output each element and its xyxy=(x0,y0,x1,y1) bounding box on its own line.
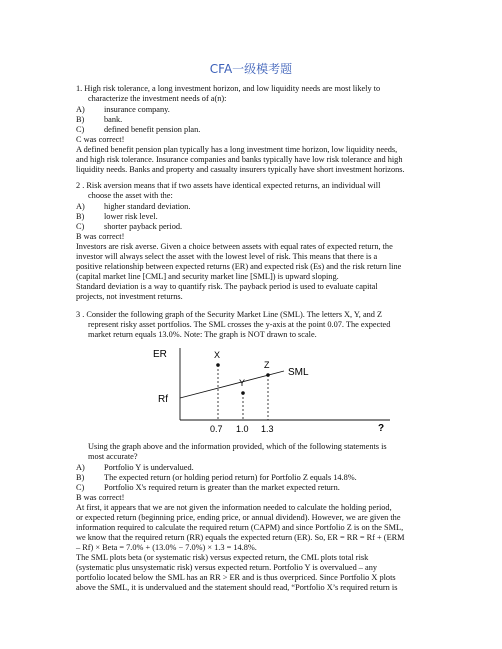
q2-option-b-letter: B) xyxy=(76,212,85,221)
q2-explanation-line: projects, not investment returns. xyxy=(76,292,183,301)
q1-explanation-line: liquidity needs. Banks and property and casualty insurers typically have short investment horizons. xyxy=(76,165,405,174)
q2-option-b-text: lower risk level. xyxy=(104,212,158,221)
q3-explanation-line: (systematic plus unsystematic risk) versus expected return. Portfolio Y is overvalued – any xyxy=(76,563,377,572)
q3-option-a-letter: A) xyxy=(76,463,85,472)
q3-stem-line-2: represent risky asset portfolios. The SML crosses the y-axis at the point 0.07. The expected xyxy=(88,320,391,329)
q3-stem-line-1: 3 . Consider the following graph of the Security Market Line (SML). The letters X, Y, and Z xyxy=(76,310,383,319)
q2-explanation-line: Investors are risk averse. Given a choice between assets with equal rates of expected return, the xyxy=(76,242,393,251)
q2-explanation-line: positive relationship between expected returns (ER) and expected risk (Es) and the risk return line xyxy=(76,262,402,271)
q1-option-c-text: defined benefit pension plan. xyxy=(104,125,201,134)
x-tick-0-7: 0.7 xyxy=(210,424,223,434)
q2-result: B was correct! xyxy=(76,232,125,241)
q3-explanation-line: above the SML, it is undervalued and the statement should read, “Portfolio X’s required return is xyxy=(76,583,398,592)
q2-stem-line-2: choose the asset with the: xyxy=(88,191,173,200)
q2-explanation-line: Standard deviation is a way to quantify risk. The payback period is used to evaluate capital xyxy=(76,282,378,291)
q3-option-b-text: The expected return (or holding period return) for Portfolio Z equals 14.8%. xyxy=(104,473,357,482)
q3-explanation-line: portfolio located below the SML has an RR > ER and is thus overpriced. Since Portfolio X plots xyxy=(76,573,396,582)
q1-explanation-line: A defined benefit pension plan typically has a long investment time horizon, low liquidity needs, xyxy=(76,145,398,154)
q2-option-a-text: higher standard deviation. xyxy=(104,202,191,211)
q2-option-c-letter: C) xyxy=(76,222,85,231)
point-y xyxy=(241,391,245,395)
q3-question-line-2: most accurate? xyxy=(88,452,138,461)
q2-option-a-letter: A) xyxy=(76,202,85,211)
q1-stem-line-1: 1. High risk tolerance, a long investment horizon, and low liquidity needs are most likely to xyxy=(76,84,381,93)
point-x xyxy=(216,363,220,367)
q1-explanation-line: and high risk tolerance. Insurance companies and banks typically have low risk tolerance and high xyxy=(76,155,403,164)
q3-explanation-line: The SML plots beta (or systematic risk) versus expected return, the CML plots total risk xyxy=(76,553,369,562)
q3-explanation-line: we know that the required return (RR) equals the expected return (ER). So, ER = RR = Rf + (ERM xyxy=(76,533,405,542)
q2-option-c-text: shorter payback period. xyxy=(104,222,183,231)
sml-label: SML xyxy=(288,367,309,378)
q3-option-c-letter: C) xyxy=(76,483,85,492)
x-axis-label: ? xyxy=(378,423,385,434)
page-title: CFA一级模考题 xyxy=(209,62,293,76)
point-z-label: Z xyxy=(264,360,270,370)
sml-graph xyxy=(150,340,410,436)
q1-option-a-text: insurance company. xyxy=(104,105,170,114)
q3-explanation-line: or expected return (beginning price, ending price, or annual dividend). However, we are given the xyxy=(76,513,401,522)
q3-result: B was correct! xyxy=(76,493,125,502)
x-tick-1-0: 1.0 xyxy=(236,424,249,434)
q3-option-b-letter: B) xyxy=(76,473,85,482)
point-y-label: Y xyxy=(239,378,246,388)
q3-stem-line-3: market return equals 13.0%. Note: The graph is NOT drawn to scale. xyxy=(88,330,317,339)
q1-stem-line-2: characterize the investment needs of a(n): xyxy=(88,94,227,103)
rf-label: Rf xyxy=(158,394,168,405)
y-axis-label: ER xyxy=(153,349,167,360)
q1-option-a-letter: A) xyxy=(76,105,85,114)
q2-stem-line-1: 2 . Risk aversion means that if two assets have identical expected returns, an individual will xyxy=(76,181,381,190)
q3-option-c-text: Portfolio X's required return is greater than the market expected return. xyxy=(104,483,340,492)
point-z xyxy=(266,373,270,377)
q3-explanation-line: – Rf) × Beta = 7.0% + (13.0% − 7.0%) × 1.3 = 14.8%. xyxy=(76,543,257,552)
q2-explanation-line: (capital market line [CML] and security market line [SML]) is upward sloping. xyxy=(76,272,339,281)
q3-explanation-line: At first, it appears that we are not given the information needed to calculate the holding period, xyxy=(76,503,392,512)
q3-question-line-1: Using the graph above and the information provided, which of the following statements is xyxy=(88,442,387,451)
q1-option-b-letter: B) xyxy=(76,115,85,124)
x-tick-1-3: 1.3 xyxy=(261,424,274,434)
q1-result: C was correct! xyxy=(76,135,125,144)
q3-explanation-line: information required to calculate the required return (CAPM) and since Portfolio Z is on the SML, xyxy=(76,523,404,532)
q1-option-c-letter: C) xyxy=(76,125,85,134)
q2-explanation-line: investor will always select the asset with the lowest level of risk. This means that there is a xyxy=(76,252,378,261)
point-x-label: X xyxy=(214,350,221,360)
q3-option-a-text: Portfolio Y is undervalued. xyxy=(104,463,194,472)
q1-option-b-text: bank. xyxy=(104,115,123,124)
